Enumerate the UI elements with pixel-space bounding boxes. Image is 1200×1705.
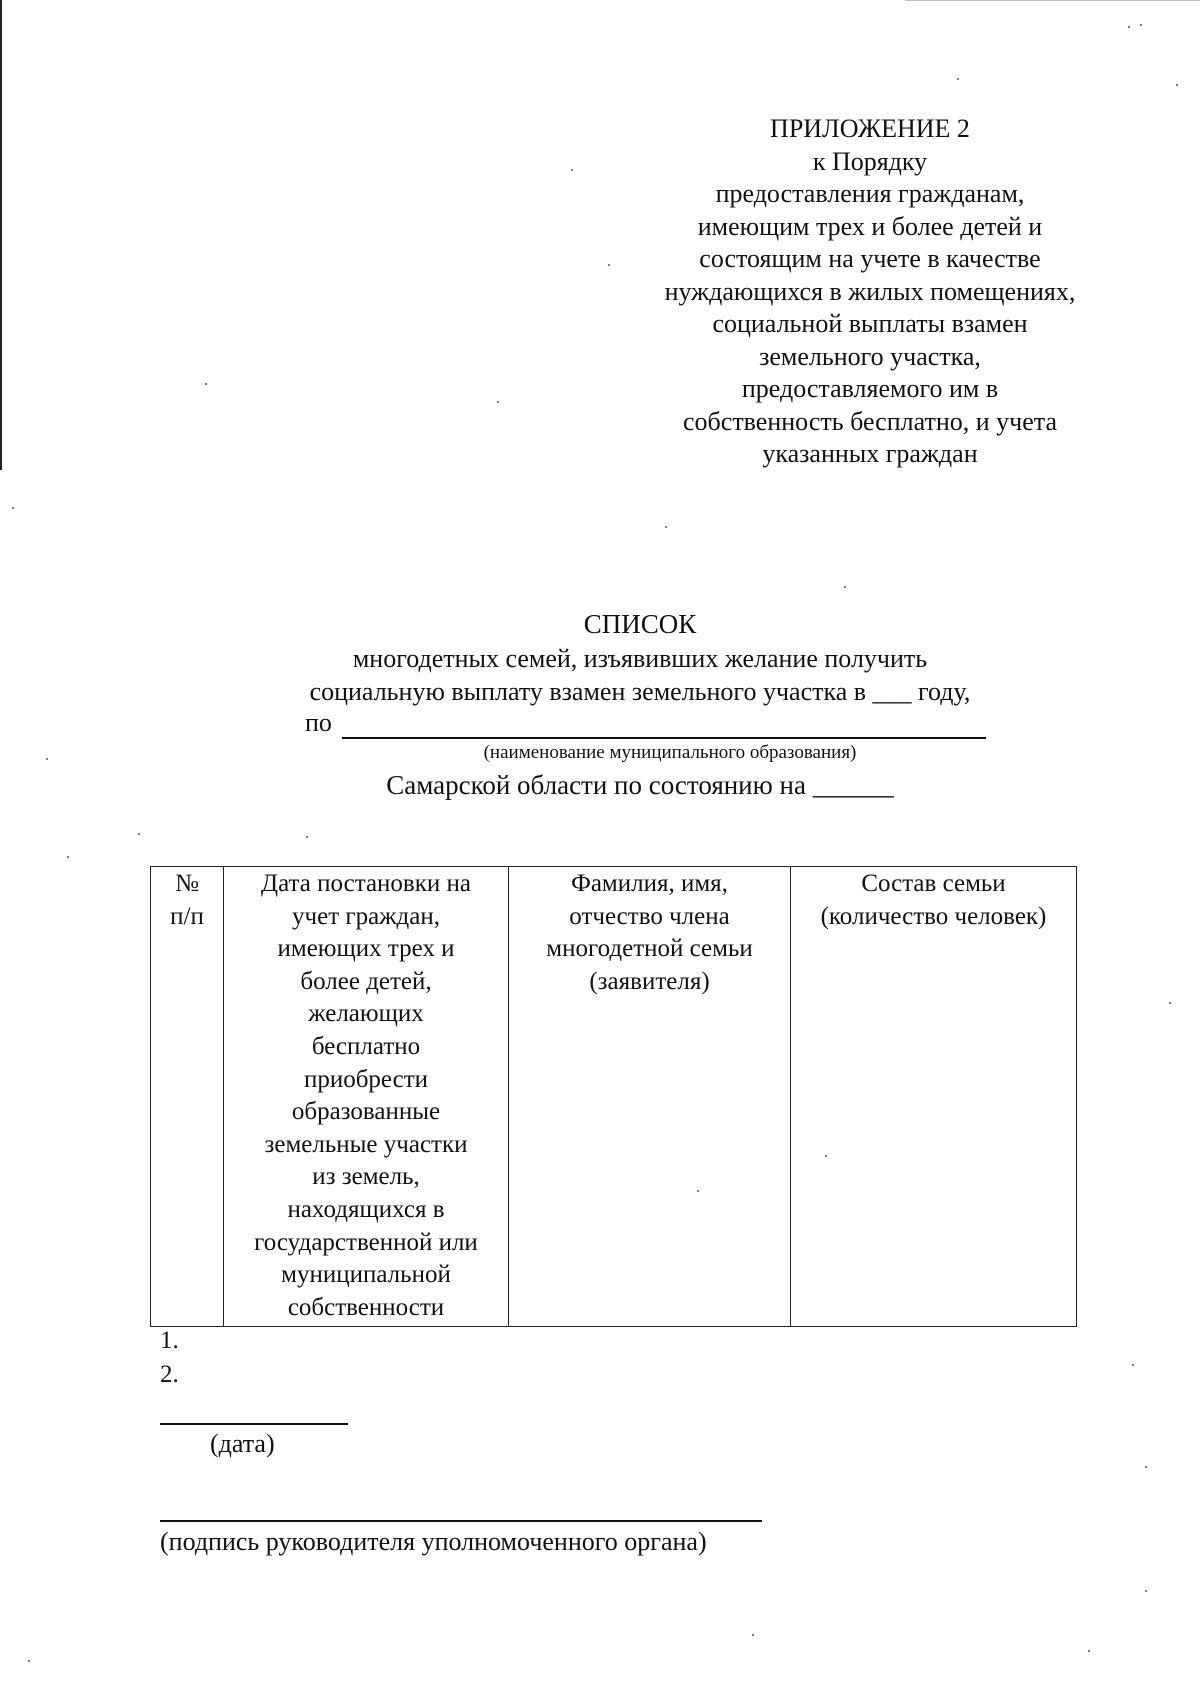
appendix-line: имеющим трех и более детей и <box>697 211 1043 241</box>
scan-speck <box>608 264 610 266</box>
scan-speck <box>1140 24 1142 26</box>
appendix-line: земельного участка, <box>759 341 981 371</box>
scan-speck <box>844 586 846 588</box>
header-line: имеющих трех и <box>277 935 455 963</box>
appendix-line: социальной выплаты взамен <box>712 309 1028 338</box>
scan-speck <box>67 856 69 858</box>
header-line: отчество члена <box>569 902 730 930</box>
scan-speck <box>1132 1364 1134 1366</box>
scan-speck <box>306 836 308 838</box>
scan-speck <box>752 1634 754 1636</box>
table-header-row <box>151 867 1077 1327</box>
scan-speck <box>138 833 140 835</box>
appendix-line: собственность бесплатно, и учета <box>683 406 1057 436</box>
header-line: государственной или <box>254 1228 478 1256</box>
signature-line[interactable] <box>160 1520 762 1522</box>
appendix-line: к Порядку <box>812 146 928 176</box>
scan-speck <box>1145 1466 1147 1468</box>
header-line: из земель, <box>312 1163 420 1191</box>
appendix-line: состоящим на учете в качестве <box>699 244 1041 273</box>
municipal-name-field[interactable] <box>342 737 986 739</box>
signature-caption: (подпись руководителя уполномоченного органа) <box>160 1527 707 1556</box>
header-line: (количество человек) <box>820 902 1047 930</box>
scan-speck <box>497 401 499 403</box>
list-title-block <box>240 606 1040 708</box>
header-line: (заявителя) <box>589 967 710 995</box>
scan-speck <box>12 507 14 509</box>
scan-speck <box>1176 84 1178 86</box>
municipal-prefix: по <box>305 708 332 737</box>
header-line: бесплатно <box>311 1032 421 1060</box>
scan-left-edge <box>0 0 2 470</box>
header-line: Дата постановки на <box>261 870 471 897</box>
scan-speck <box>665 526 667 528</box>
list-heading: СПИСОК <box>583 609 697 639</box>
scan-speck <box>46 758 48 760</box>
header-line: муниципальной <box>281 1261 451 1289</box>
header-line: № <box>175 870 199 897</box>
appendix-block <box>620 113 1120 471</box>
column-header-applicant-name <box>509 867 791 1327</box>
header-line: Фамилия, имя, <box>571 870 728 897</box>
scan-speck <box>957 78 959 80</box>
region-date-line: Самарской области по состоянию на ______ <box>386 770 894 800</box>
list-title-line: многодетных семей, изъявивших желание получить <box>352 644 928 673</box>
scan-speck <box>1145 1590 1147 1592</box>
header-line: находящихся в <box>287 1195 445 1223</box>
scan-speck <box>1169 1002 1171 1004</box>
header-line: земельные участки <box>264 1130 468 1158</box>
date-line[interactable] <box>160 1423 348 1425</box>
appendix-line: предоставляемого им в <box>741 374 999 403</box>
appendix-line: указанных граждан <box>762 439 978 468</box>
scan-speck <box>1128 26 1130 28</box>
list-title-line: социальную выплату взамен земельного участка в ___ году, <box>309 677 971 706</box>
scan-speck <box>1088 1650 1090 1652</box>
header-line: приобрести <box>303 1065 429 1093</box>
scan-speck <box>205 383 207 385</box>
header-line: п/п <box>170 902 204 930</box>
appendix-line: нуждающихся в жилых помещениях, <box>664 276 1076 306</box>
header-line: желающих <box>308 1000 424 1028</box>
date-caption: (дата) <box>210 1429 275 1458</box>
scan-top-edge <box>905 0 1200 1</box>
appendix-line: предоставления гражданам, <box>715 179 1025 208</box>
row-number: 2. <box>160 1361 179 1388</box>
column-header-family-size <box>791 867 1077 1327</box>
scan-speck <box>571 169 573 171</box>
families-table <box>150 866 1077 1327</box>
header-line: учет граждан, <box>292 902 440 930</box>
column-header-registration-date <box>224 867 509 1327</box>
column-header-number <box>151 867 224 1327</box>
header-line: более детей, <box>300 967 432 995</box>
header-line: собственности <box>287 1293 445 1321</box>
appendix-line: ПРИЛОЖЕНИЕ 2 <box>770 114 970 143</box>
row-number: 1. <box>160 1327 179 1354</box>
header-line: образованные <box>291 1098 441 1126</box>
scan-speck <box>28 1660 30 1662</box>
header-line: многодетной семьи <box>546 935 753 963</box>
header-line: Состав семьи <box>861 870 1006 897</box>
municipal-name-hint: (наименование муниципального образования) <box>483 742 857 763</box>
